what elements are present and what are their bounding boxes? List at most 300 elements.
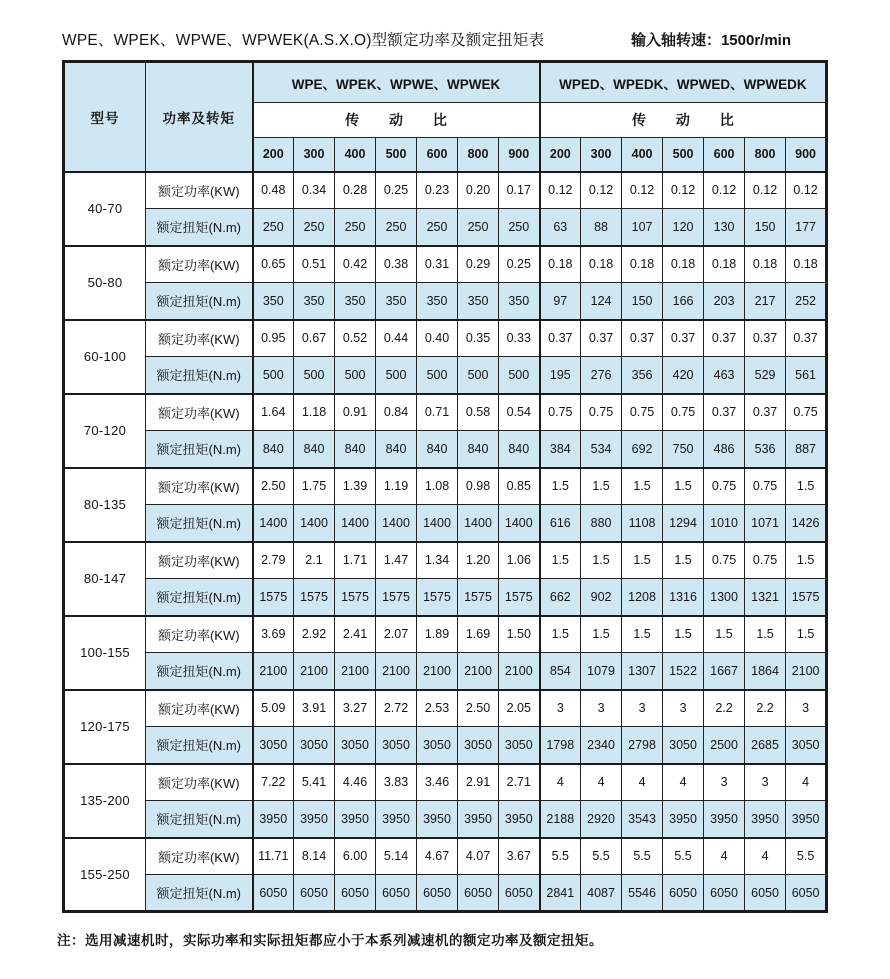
ratio-header-cell: 600 — [704, 138, 745, 172]
power-value-cell: 1.47 — [376, 542, 417, 579]
ratio-header-cell: 200 — [253, 138, 294, 172]
power-value-cell: 4.07 — [458, 838, 499, 875]
ratio-header-cell: 400 — [622, 138, 663, 172]
power-value-cell: 5.5 — [786, 838, 827, 875]
torque-value-cell: 250 — [294, 209, 335, 246]
torque-value-cell: 150 — [745, 209, 786, 246]
power-value-cell: 1.64 — [253, 394, 294, 431]
torque-value-cell: 250 — [253, 209, 294, 246]
torque-value-cell: 1321 — [745, 579, 786, 616]
torque-value-cell: 166 — [663, 283, 704, 320]
torque-value-cell: 1079 — [581, 653, 622, 690]
ratio-header-cell: 400 — [335, 138, 376, 172]
torque-value-cell: 536 — [745, 431, 786, 468]
torque-value-cell: 662 — [540, 579, 581, 616]
power-value-cell: 3 — [540, 690, 581, 727]
torque-value-cell: 3950 — [458, 801, 499, 838]
power-value-cell: 3.27 — [335, 690, 376, 727]
torque-row-label: 额定扭矩(N.m) — [146, 505, 253, 542]
power-value-cell: 1.89 — [417, 616, 458, 653]
spec-row-torque — [64, 209, 827, 246]
torque-value-cell: 1208 — [622, 579, 663, 616]
power-row-label: 额定功率(KW) — [146, 838, 253, 875]
torque-value-cell: 2340 — [581, 727, 622, 764]
torque-value-cell: 356 — [622, 357, 663, 394]
torque-value-cell: 6050 — [458, 875, 499, 912]
torque-value-cell: 3950 — [335, 801, 376, 838]
power-value-cell: 0.37 — [663, 320, 704, 357]
torque-value-cell: 250 — [376, 209, 417, 246]
power-value-cell: 1.71 — [335, 542, 376, 579]
torque-value-cell: 350 — [294, 283, 335, 320]
power-value-cell: 3 — [704, 764, 745, 801]
torque-value-cell: 2798 — [622, 727, 663, 764]
power-value-cell: 4 — [745, 838, 786, 875]
power-value-cell: 3 — [581, 690, 622, 727]
power-value-cell: 2.41 — [335, 616, 376, 653]
torque-value-cell: 1575 — [294, 579, 335, 616]
torque-value-cell: 840 — [253, 431, 294, 468]
power-value-cell: 1.18 — [294, 394, 335, 431]
power-value-cell: 1.5 — [786, 468, 827, 505]
power-value-cell: 0.65 — [253, 246, 294, 283]
torque-value-cell: 97 — [540, 283, 581, 320]
torque-value-cell: 3050 — [253, 727, 294, 764]
power-value-cell: 5.09 — [253, 690, 294, 727]
power-value-cell: 0.18 — [622, 246, 663, 283]
torque-row-label: 额定扭矩(N.m) — [146, 801, 253, 838]
torque-value-cell: 500 — [458, 357, 499, 394]
model-cell: 40-70 — [64, 172, 146, 246]
torque-value-cell: 840 — [294, 431, 335, 468]
power-value-cell: 2.50 — [458, 690, 499, 727]
power-value-cell: 1.5 — [663, 542, 704, 579]
torque-value-cell: 1575 — [458, 579, 499, 616]
power-value-cell: 1.06 — [499, 542, 540, 579]
torque-value-cell: 120 — [663, 209, 704, 246]
torque-value-cell: 616 — [540, 505, 581, 542]
power-value-cell: 0.18 — [663, 246, 704, 283]
spec-row-torque — [64, 357, 827, 394]
model-column-header: 型号 — [64, 62, 146, 172]
power-value-cell: 0.25 — [376, 172, 417, 209]
torque-value-cell: 2100 — [499, 653, 540, 690]
torque-value-cell: 63 — [540, 209, 581, 246]
torque-value-cell: 1575 — [376, 579, 417, 616]
torque-value-cell: 3950 — [663, 801, 704, 838]
spec-row-power — [64, 320, 827, 357]
torque-value-cell: 500 — [294, 357, 335, 394]
power-value-cell: 0.37 — [786, 320, 827, 357]
power-value-cell: 0.37 — [581, 320, 622, 357]
ratio-header-cell: 600 — [417, 138, 458, 172]
ratio-header-cell: 900 — [786, 138, 827, 172]
power-value-cell: 1.5 — [663, 468, 704, 505]
power-value-cell: 7.22 — [253, 764, 294, 801]
power-value-cell: 1.5 — [581, 468, 622, 505]
torque-value-cell: 3950 — [499, 801, 540, 838]
torque-value-cell: 3950 — [294, 801, 335, 838]
torque-value-cell: 2100 — [294, 653, 335, 690]
power-row-label: 额定功率(KW) — [146, 468, 253, 505]
model-cell: 70-120 — [64, 394, 146, 468]
torque-value-cell: 3050 — [335, 727, 376, 764]
power-value-cell: 0.75 — [663, 394, 704, 431]
power-value-cell: 2.53 — [417, 690, 458, 727]
power-value-cell: 0.12 — [622, 172, 663, 209]
torque-value-cell: 350 — [417, 283, 458, 320]
power-value-cell: 0.51 — [294, 246, 335, 283]
torque-value-cell: 217 — [745, 283, 786, 320]
torque-value-cell: 1400 — [499, 505, 540, 542]
power-value-cell: 1.75 — [294, 468, 335, 505]
torque-value-cell: 2920 — [581, 801, 622, 838]
torque-value-cell: 3050 — [786, 727, 827, 764]
spec-row-power — [64, 838, 827, 875]
power-value-cell: 0.29 — [458, 246, 499, 283]
torque-value-cell: 6050 — [663, 875, 704, 912]
power-row-label: 额定功率(KW) — [146, 542, 253, 579]
spec-row-power — [64, 616, 827, 653]
torque-value-cell: 250 — [417, 209, 458, 246]
model-cell: 80-147 — [64, 542, 146, 616]
torque-value-cell: 2841 — [540, 875, 581, 912]
power-value-cell: 0.12 — [745, 172, 786, 209]
torque-value-cell: 529 — [745, 357, 786, 394]
power-value-cell: 0.12 — [540, 172, 581, 209]
power-value-cell: 4 — [581, 764, 622, 801]
torque-row-label: 额定扭矩(N.m) — [146, 727, 253, 764]
torque-value-cell: 2100 — [335, 653, 376, 690]
power-value-cell: 0.18 — [786, 246, 827, 283]
torque-value-cell: 250 — [499, 209, 540, 246]
power-value-cell: 1.19 — [376, 468, 417, 505]
torque-value-cell: 195 — [540, 357, 581, 394]
power-value-cell: 0.25 — [499, 246, 540, 283]
power-value-cell: 3 — [622, 690, 663, 727]
torque-value-cell: 1071 — [745, 505, 786, 542]
power-row-label: 额定功率(KW) — [146, 690, 253, 727]
torque-row-label: 额定扭矩(N.m) — [146, 357, 253, 394]
power-value-cell: 0.85 — [499, 468, 540, 505]
power-value-cell: 0.95 — [253, 320, 294, 357]
torque-value-cell: 500 — [335, 357, 376, 394]
power-value-cell: 0.37 — [745, 394, 786, 431]
torque-value-cell: 1400 — [417, 505, 458, 542]
power-value-cell: 0.54 — [499, 394, 540, 431]
power-value-cell: 1.69 — [458, 616, 499, 653]
power-value-cell: 0.31 — [417, 246, 458, 283]
power-value-cell: 0.91 — [335, 394, 376, 431]
spec-table-body — [64, 172, 827, 912]
power-value-cell: 0.42 — [335, 246, 376, 283]
torque-value-cell: 3950 — [376, 801, 417, 838]
power-value-cell: 0.34 — [294, 172, 335, 209]
spec-row-torque — [64, 431, 827, 468]
power-value-cell: 2.2 — [745, 690, 786, 727]
torque-value-cell: 350 — [253, 283, 294, 320]
power-value-cell: 1.5 — [581, 616, 622, 653]
power-value-cell: 6.00 — [335, 838, 376, 875]
torque-value-cell: 1575 — [335, 579, 376, 616]
power-row-label: 额定功率(KW) — [146, 246, 253, 283]
torque-value-cell: 1667 — [704, 653, 745, 690]
torque-value-cell: 88 — [581, 209, 622, 246]
torque-value-cell: 1575 — [499, 579, 540, 616]
power-value-cell: 2.79 — [253, 542, 294, 579]
torque-value-cell: 1307 — [622, 653, 663, 690]
spec-row-torque — [64, 505, 827, 542]
power-value-cell: 1.5 — [786, 616, 827, 653]
torque-value-cell: 1400 — [253, 505, 294, 542]
title-row — [62, 28, 827, 50]
torque-value-cell: 350 — [458, 283, 499, 320]
spec-row-power — [64, 542, 827, 579]
power-row-label: 额定功率(KW) — [146, 616, 253, 653]
power-value-cell: 8.14 — [294, 838, 335, 875]
spec-row-power — [64, 172, 827, 209]
torque-value-cell: 3050 — [294, 727, 335, 764]
ratio-header-cell: 500 — [663, 138, 704, 172]
torque-value-cell: 2100 — [253, 653, 294, 690]
torque-value-cell: 534 — [581, 431, 622, 468]
torque-value-cell: 3950 — [417, 801, 458, 838]
ratio-label-group1: 传 动 比 — [253, 103, 540, 138]
power-value-cell: 3 — [745, 764, 786, 801]
spec-row-torque — [64, 875, 827, 912]
torque-value-cell: 6050 — [376, 875, 417, 912]
power-value-cell: 5.5 — [663, 838, 704, 875]
torque-value-cell: 1864 — [745, 653, 786, 690]
torque-value-cell: 384 — [540, 431, 581, 468]
torque-value-cell: 2100 — [458, 653, 499, 690]
torque-value-cell: 1316 — [663, 579, 704, 616]
spec-row-power — [64, 764, 827, 801]
power-value-cell: 4.67 — [417, 838, 458, 875]
power-value-cell: 3.46 — [417, 764, 458, 801]
power-value-cell: 2.07 — [376, 616, 417, 653]
power-value-cell: 2.72 — [376, 690, 417, 727]
power-value-cell: 0.84 — [376, 394, 417, 431]
spec-row-torque — [64, 283, 827, 320]
torque-value-cell: 750 — [663, 431, 704, 468]
power-value-cell: 1.5 — [540, 468, 581, 505]
torque-value-cell: 1575 — [786, 579, 827, 616]
power-row-label: 额定功率(KW) — [146, 320, 253, 357]
torque-value-cell: 1400 — [376, 505, 417, 542]
power-value-cell: 5.5 — [622, 838, 663, 875]
torque-value-cell: 880 — [581, 505, 622, 542]
power-value-cell: 1.5 — [745, 616, 786, 653]
torque-row-label: 额定扭矩(N.m) — [146, 431, 253, 468]
power-value-cell: 2.1 — [294, 542, 335, 579]
power-value-cell: 0.75 — [745, 542, 786, 579]
power-value-cell: 5.5 — [581, 838, 622, 875]
torque-value-cell: 124 — [581, 283, 622, 320]
torque-row-label: 额定扭矩(N.m) — [146, 283, 253, 320]
model-cell: 155-250 — [64, 838, 146, 912]
spec-table — [62, 60, 828, 913]
spec-row-torque — [64, 579, 827, 616]
ratio-header-cell: 900 — [499, 138, 540, 172]
header-row-groups — [64, 62, 827, 103]
ratio-header-cell: 200 — [540, 138, 581, 172]
footnote: 注：选用减速机时，实际功率和实际扭矩都应小于本系列减速机的额定功率及额定扭矩。 — [57, 933, 603, 948]
spec-row-power — [64, 246, 827, 283]
torque-value-cell: 252 — [786, 283, 827, 320]
torque-value-cell: 561 — [786, 357, 827, 394]
power-torque-column-header: 功率及转矩 — [146, 62, 253, 172]
power-value-cell: 0.52 — [335, 320, 376, 357]
power-value-cell: 4 — [622, 764, 663, 801]
ratio-label-group2: 传 动 比 — [540, 103, 827, 138]
power-value-cell: 1.5 — [540, 542, 581, 579]
spec-row-torque — [64, 801, 827, 838]
torque-value-cell: 203 — [704, 283, 745, 320]
torque-value-cell: 350 — [335, 283, 376, 320]
power-value-cell: 11.71 — [253, 838, 294, 875]
power-value-cell: 0.12 — [663, 172, 704, 209]
power-value-cell: 0.37 — [704, 394, 745, 431]
ratio-header-cell: 800 — [458, 138, 499, 172]
torque-value-cell: 420 — [663, 357, 704, 394]
spec-row-torque — [64, 727, 827, 764]
power-value-cell: 1.39 — [335, 468, 376, 505]
torque-value-cell: 6050 — [499, 875, 540, 912]
power-value-cell: 0.35 — [458, 320, 499, 357]
power-value-cell: 4 — [540, 764, 581, 801]
torque-value-cell: 2100 — [786, 653, 827, 690]
torque-value-cell: 1300 — [704, 579, 745, 616]
power-value-cell: 4.46 — [335, 764, 376, 801]
torque-value-cell: 177 — [786, 209, 827, 246]
power-value-cell: 0.40 — [417, 320, 458, 357]
power-value-cell: 1.5 — [540, 616, 581, 653]
power-value-cell: 0.75 — [704, 542, 745, 579]
power-value-cell: 0.75 — [622, 394, 663, 431]
power-value-cell: 1.5 — [622, 468, 663, 505]
power-value-cell: 3 — [786, 690, 827, 727]
torque-value-cell: 902 — [581, 579, 622, 616]
torque-value-cell: 3543 — [622, 801, 663, 838]
torque-value-cell: 854 — [540, 653, 581, 690]
torque-value-cell: 840 — [376, 431, 417, 468]
power-value-cell: 4 — [786, 764, 827, 801]
torque-value-cell: 840 — [417, 431, 458, 468]
torque-value-cell: 840 — [335, 431, 376, 468]
power-value-cell: 0.18 — [745, 246, 786, 283]
torque-value-cell: 1522 — [663, 653, 704, 690]
torque-value-cell: 1798 — [540, 727, 581, 764]
torque-value-cell: 6050 — [253, 875, 294, 912]
power-value-cell: 5.5 — [540, 838, 581, 875]
torque-value-cell: 3950 — [704, 801, 745, 838]
torque-value-cell: 3050 — [458, 727, 499, 764]
power-value-cell: 0.37 — [622, 320, 663, 357]
power-value-cell: 5.41 — [294, 764, 335, 801]
torque-value-cell: 6050 — [786, 875, 827, 912]
spec-row-power — [64, 468, 827, 505]
power-value-cell: 3.69 — [253, 616, 294, 653]
power-value-cell: 1.5 — [786, 542, 827, 579]
power-value-cell: 0.28 — [335, 172, 376, 209]
torque-value-cell: 107 — [622, 209, 663, 246]
torque-value-cell: 3050 — [499, 727, 540, 764]
torque-value-cell: 6050 — [745, 875, 786, 912]
torque-value-cell: 1575 — [417, 579, 458, 616]
power-value-cell: 0.37 — [540, 320, 581, 357]
power-value-cell: 0.23 — [417, 172, 458, 209]
power-value-cell: 5.14 — [376, 838, 417, 875]
power-value-cell: 0.18 — [581, 246, 622, 283]
torque-value-cell: 1108 — [622, 505, 663, 542]
power-row-label: 额定功率(KW) — [146, 172, 253, 209]
ratio-header-cell: 800 — [745, 138, 786, 172]
spec-row-power — [64, 394, 827, 431]
torque-value-cell: 350 — [376, 283, 417, 320]
torque-value-cell: 130 — [704, 209, 745, 246]
group1-header: WPE、WPEK、WPWE、WPWEK — [253, 62, 540, 103]
torque-value-cell: 4087 — [581, 875, 622, 912]
power-value-cell: 1.5 — [704, 616, 745, 653]
group2-header: WPED、WPEDK、WPWED、WPWEDK — [540, 62, 827, 103]
torque-value-cell: 3050 — [663, 727, 704, 764]
torque-value-cell: 3050 — [417, 727, 458, 764]
torque-value-cell: 692 — [622, 431, 663, 468]
torque-value-cell: 1575 — [253, 579, 294, 616]
power-value-cell: 0.75 — [745, 468, 786, 505]
torque-value-cell: 6050 — [335, 875, 376, 912]
power-value-cell: 0.37 — [745, 320, 786, 357]
model-cell: 120-175 — [64, 690, 146, 764]
torque-value-cell: 500 — [376, 357, 417, 394]
power-value-cell: 2.91 — [458, 764, 499, 801]
model-cell: 50-80 — [64, 246, 146, 320]
power-value-cell: 1.50 — [499, 616, 540, 653]
input-speed-label: 输入轴转速：1500r/min — [630, 32, 791, 49]
power-value-cell: 0.38 — [376, 246, 417, 283]
torque-value-cell: 6050 — [294, 875, 335, 912]
power-value-cell: 0.12 — [581, 172, 622, 209]
torque-value-cell: 1294 — [663, 505, 704, 542]
torque-value-cell: 2100 — [376, 653, 417, 690]
power-value-cell: 1.08 — [417, 468, 458, 505]
power-value-cell: 0.18 — [704, 246, 745, 283]
power-value-cell: 0.44 — [376, 320, 417, 357]
power-value-cell: 2.2 — [704, 690, 745, 727]
torque-value-cell: 250 — [458, 209, 499, 246]
power-value-cell: 0.71 — [417, 394, 458, 431]
model-cell: 135-200 — [64, 764, 146, 838]
power-value-cell: 0.58 — [458, 394, 499, 431]
torque-row-label: 额定扭矩(N.m) — [146, 653, 253, 690]
torque-value-cell: 6050 — [417, 875, 458, 912]
torque-row-label: 额定扭矩(N.m) — [146, 209, 253, 246]
power-row-label: 额定功率(KW) — [146, 394, 253, 431]
torque-value-cell: 276 — [581, 357, 622, 394]
power-value-cell: 0.75 — [786, 394, 827, 431]
power-value-cell: 1.20 — [458, 542, 499, 579]
torque-value-cell: 5546 — [622, 875, 663, 912]
power-value-cell: 1.5 — [581, 542, 622, 579]
torque-row-label: 额定扭矩(N.m) — [146, 875, 253, 912]
torque-value-cell: 840 — [458, 431, 499, 468]
model-cell: 80-135 — [64, 468, 146, 542]
power-value-cell: 0.18 — [540, 246, 581, 283]
power-value-cell: 1.5 — [622, 616, 663, 653]
torque-value-cell: 1400 — [294, 505, 335, 542]
torque-value-cell: 486 — [704, 431, 745, 468]
